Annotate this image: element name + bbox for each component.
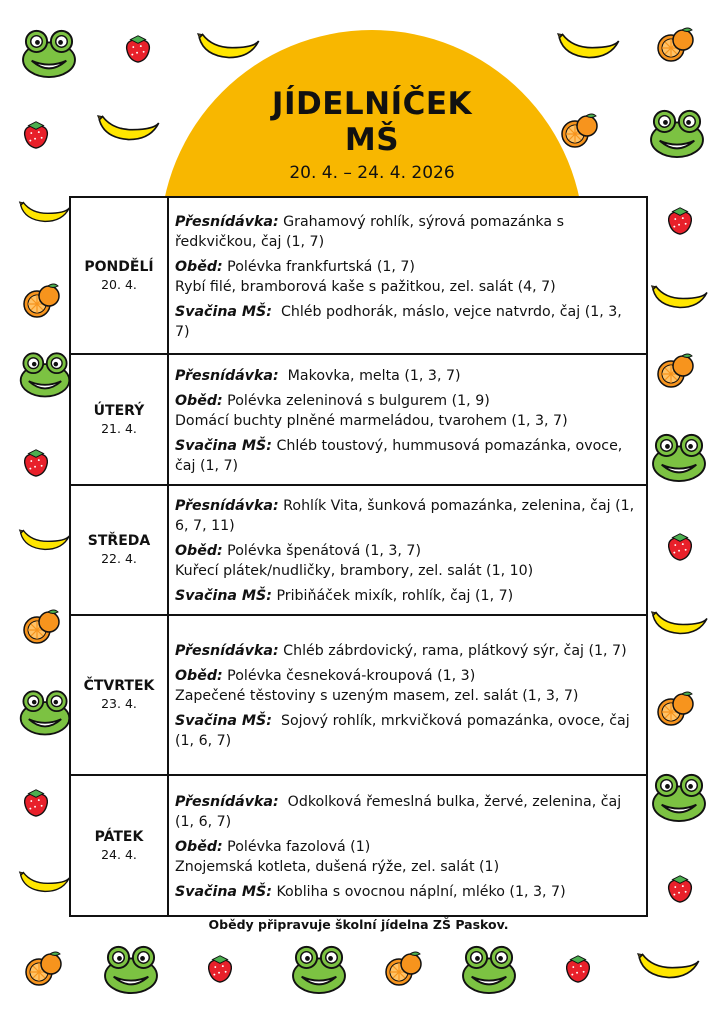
lunch-label: Oběd: bbox=[175, 543, 223, 559]
banana-icon bbox=[18, 524, 72, 556]
day-cell bbox=[70, 775, 168, 916]
breakfast-text: Makovka, melta (1, 3, 7) bbox=[278, 367, 461, 384]
frog-icon bbox=[20, 28, 78, 78]
breakfast-label: Přesnídávka: bbox=[175, 213, 279, 230]
banana-icon bbox=[650, 606, 710, 640]
banana-icon bbox=[96, 110, 162, 146]
lunch-main-text: Rybí filé, bramborová kaše s pažitkou, zel. salát (4, 7) bbox=[175, 278, 556, 295]
lunch-block bbox=[175, 837, 640, 877]
day-date: 23. 4. bbox=[101, 696, 137, 711]
day-date: 22. 4. bbox=[101, 551, 137, 566]
frog-icon bbox=[650, 772, 708, 822]
day-date: 24. 4. bbox=[101, 846, 137, 862]
menu-table bbox=[69, 196, 648, 917]
meals-cell bbox=[168, 197, 647, 354]
day-cell bbox=[70, 485, 168, 615]
day-name: PÁTEK bbox=[94, 828, 144, 845]
snack-block bbox=[175, 302, 640, 342]
strawberry-icon bbox=[204, 952, 236, 984]
lunch-label: Oběd: bbox=[175, 258, 223, 275]
meals-cell bbox=[168, 354, 647, 485]
snack-text: Sojový rohlík, mrkvičková pomazánka, ovoce, čaj (1, 6, 7) bbox=[175, 713, 635, 749]
orange-icon bbox=[656, 26, 696, 66]
lunch-block bbox=[175, 666, 640, 706]
day-name: PONDĚLÍ bbox=[84, 258, 154, 275]
day-date: 20. 4. bbox=[101, 276, 137, 292]
snack-block bbox=[175, 436, 640, 476]
lunch-block bbox=[175, 391, 640, 431]
snack-text: Pribiňáček mixík, rohlík, čaj (1, 7) bbox=[271, 588, 514, 604]
lunch-soup-text: Polévka špenátová (1, 3, 7) bbox=[222, 543, 421, 559]
footer-note: Obědy připravuje školní jídelna ZŠ Paskov. bbox=[208, 917, 509, 932]
strawberry-icon bbox=[20, 118, 52, 150]
strawberry-icon bbox=[122, 32, 154, 64]
lunch-main-text: Znojemská kotleta, dušená rýže, zel. salát (1) bbox=[175, 858, 500, 875]
frog-icon bbox=[102, 944, 160, 994]
meals-cell bbox=[168, 485, 647, 615]
day-date: 21. 4. bbox=[101, 420, 137, 436]
day-cell bbox=[70, 197, 168, 354]
orange-icon bbox=[656, 690, 696, 730]
strawberry-icon bbox=[20, 786, 52, 818]
breakfast-block bbox=[175, 641, 640, 661]
orange-icon bbox=[22, 282, 62, 322]
banana-icon bbox=[196, 28, 262, 64]
snack-block bbox=[175, 882, 640, 902]
lunch-soup-text: Polévka frankfurtská (1, 7) bbox=[222, 258, 415, 275]
day-row bbox=[70, 775, 647, 916]
orange-icon bbox=[384, 950, 424, 990]
banana-icon bbox=[18, 866, 72, 898]
lunch-label: Oběd: bbox=[175, 668, 223, 684]
breakfast-text: Chléb zábrdovický, rama, plátkový sýr, čaj (1, 7) bbox=[278, 643, 627, 659]
strawberry-icon bbox=[20, 446, 52, 478]
breakfast-text: Grahamový rohlík, sýrová pomazánka s ředkvičkou, čaj (1, 7) bbox=[175, 213, 569, 250]
lunch-soup-text: Polévka fazolová (1) bbox=[222, 838, 371, 855]
breakfast-block bbox=[175, 366, 640, 386]
frog-icon bbox=[648, 108, 706, 158]
day-row bbox=[70, 615, 647, 775]
snack-text: Kobliha s ovocnou náplní, mléko (1, 3, 7) bbox=[271, 883, 566, 900]
banana-icon bbox=[636, 948, 702, 984]
snack-label: Svačina MŠ: bbox=[175, 588, 272, 604]
frog-icon bbox=[460, 944, 518, 994]
day-row bbox=[70, 197, 647, 354]
snack-text: Chléb podhorák, máslo, vejce natvrdo, čaj (1, 3, 7) bbox=[175, 303, 627, 340]
lunch-block bbox=[175, 257, 640, 297]
snack-text: Chléb toustový, hummusová pomazánka, ovoce, čaj (1, 7) bbox=[175, 437, 627, 474]
breakfast-block bbox=[175, 496, 640, 536]
orange-icon bbox=[656, 352, 696, 392]
day-row bbox=[70, 485, 647, 615]
frog-icon bbox=[18, 688, 72, 736]
page-subtitle: MŠ bbox=[344, 122, 400, 158]
meals-cell bbox=[168, 615, 647, 775]
strawberry-icon bbox=[664, 530, 696, 562]
banana-icon bbox=[18, 196, 72, 228]
strawberry-icon bbox=[664, 872, 696, 904]
breakfast-label: Přesnídávka: bbox=[175, 793, 279, 810]
lunch-soup-text: Polévka zeleninová s bulgurem (1, 9) bbox=[222, 392, 490, 409]
lunch-main-text: Kuřecí plátek/nudličky, brambory, zel. salát (1, 10) bbox=[175, 563, 534, 579]
banana-icon bbox=[556, 28, 622, 64]
lunch-main-text: Zapečené těstoviny s uzeným masem, zel. salát (1, 3, 7) bbox=[175, 688, 579, 704]
day-name: ČTVRTEK bbox=[83, 678, 155, 694]
frog-icon bbox=[290, 944, 348, 994]
strawberry-icon bbox=[562, 952, 594, 984]
lunch-label: Oběd: bbox=[175, 392, 223, 409]
breakfast-block bbox=[175, 792, 640, 832]
breakfast-block bbox=[175, 212, 640, 252]
breakfast-label: Přesnídávka: bbox=[175, 498, 279, 514]
lunch-block bbox=[175, 541, 640, 581]
lunch-main-text: Domácí buchty plněné marmeládou, tvarohem (1, 3, 7) bbox=[175, 412, 568, 429]
snack-block bbox=[175, 586, 640, 606]
lunch-label: Oběd: bbox=[175, 838, 223, 855]
day-cell bbox=[70, 615, 168, 775]
orange-icon bbox=[24, 950, 64, 990]
snack-label: Svačina MŠ: bbox=[175, 713, 272, 729]
strawberry-icon bbox=[664, 204, 696, 236]
orange-icon bbox=[22, 608, 62, 648]
snack-block bbox=[175, 711, 640, 751]
snack-label: Svačina MŠ: bbox=[175, 883, 272, 900]
date-range: 20. 4. – 24. 4. 2026 bbox=[289, 163, 455, 183]
snack-label: Svačina MŠ: bbox=[175, 303, 272, 320]
banana-icon bbox=[650, 280, 710, 314]
snack-label: Svačina MŠ: bbox=[175, 437, 272, 454]
day-row bbox=[70, 354, 647, 485]
breakfast-label: Přesnídávka: bbox=[175, 643, 279, 659]
breakfast-label: Přesnídávka: bbox=[175, 367, 279, 384]
day-cell bbox=[70, 354, 168, 485]
lunch-soup-text: Polévka česneková-kroupová (1, 3) bbox=[222, 668, 476, 684]
breakfast-text: Rohlík Vita, šunková pomazánka, zelenina, čaj (1, 6, 7, 11) bbox=[175, 498, 639, 534]
breakfast-text: Odkolková řemeslná bulka, žervé, zelenina, čaj (1, 6, 7) bbox=[175, 793, 626, 830]
meals-cell bbox=[168, 775, 647, 916]
frog-icon bbox=[18, 350, 72, 398]
frog-icon bbox=[650, 432, 708, 482]
day-name: STŘEDA bbox=[87, 533, 151, 549]
page-title: JÍDELNÍČEK bbox=[271, 86, 473, 122]
day-name: ÚTERÝ bbox=[93, 402, 145, 419]
